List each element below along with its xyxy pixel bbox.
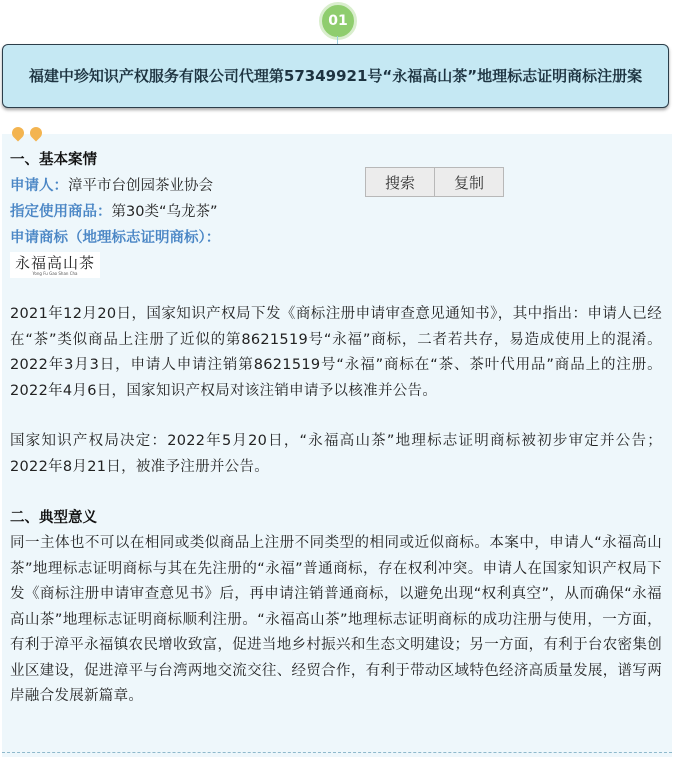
text-toolbar	[365, 167, 504, 197]
applicant-value: 漳平市台创园茶业协会	[68, 178, 213, 194]
trademark-logo-image	[10, 252, 100, 278]
applicant-row	[10, 174, 213, 199]
badge-connector	[337, 36, 338, 44]
section-heading-significance: 二、典型意义	[10, 510, 97, 526]
mark-label: 申请商标（地理标志证明商标）：	[10, 230, 221, 246]
decorative-dots	[12, 127, 42, 139]
drop-icon	[28, 125, 45, 142]
section-number-badge: 01	[319, 2, 357, 40]
case-paragraph-1: 2021年12月20日，国家知识产权局下发《商标注册申请审查意见通知书》，其中指出：申请人已经在“茶”类似商品上注册了近似的第8621519号“永福”商标，二者若共存，易造成使用上的混淆。2022年3月3日，申请人申请注销第8621519号“永福”商标在“茶、茶叶代用品”商品上的注册。2022年4月6日，国家知识产权局对该注销申请予以核准并公告。	[10, 306, 662, 399]
bottom-divider	[2, 752, 672, 753]
copy-button[interactable]: 复制	[434, 168, 503, 196]
case-title-box	[2, 44, 669, 108]
trademark-logo-text: 永福高山茶	[14, 253, 95, 272]
case-paragraph-2: 国家知识产权局决定：2022年5月20日，“永福高山茶”地理标志证明商标被初步审定并公告；2022年8月21日，被准予注册并公告。	[10, 433, 662, 475]
applicant-label: 申请人：	[10, 178, 68, 194]
goods-row	[10, 200, 217, 225]
significance-paragraph: 同一主体也不可以在相同或类似商品上注册不同类型的相同或近似商标。本案中，申请人“永福高山茶”地理标志证明商标与其在先注册的“永福”普通商标，存在权利冲突。申请人在国家知识产权局下发《商标注册申请审查意见书》后，再申请注销普通商标，以避免出现“权利真空”，从而确保“永福高山茶”地理标志证明商标顺利注册。“永福高山茶”地理标志证明商标的成功注册与使用，一方面，有利于漳平永福镇农民增收致富，促进当地乡村振兴和生态文明建设；另一方面，有利于台农密集创业区建设，促进漳平与台湾两地交流交往、经贸合作，有利于带动区域特色经济高质量发展，谱写两岸融合发展新篇章。	[10, 535, 662, 704]
section-heading-basic: 一、基本案情	[10, 152, 97, 168]
trademark-logo-subtext: Yong Fu Gao Shan Cha	[32, 270, 78, 276]
search-button[interactable]: 搜索	[384, 173, 415, 192]
drop-icon	[10, 125, 27, 142]
mark-row	[10, 226, 220, 251]
case-title: 福建中珍知识产权服务有限公司代理第57349921号“永福高山茶”地理标志证明商标注册案	[28, 66, 643, 85]
goods-value: 第30类“乌龙茶”	[111, 204, 218, 220]
goods-label: 指定使用商品：	[10, 204, 112, 220]
